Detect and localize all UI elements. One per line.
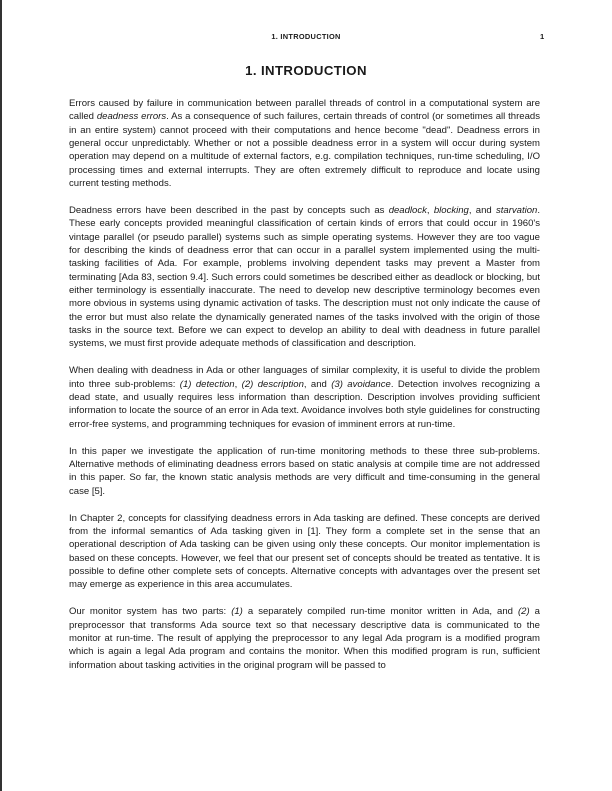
- term-detection: (1) detection: [179, 378, 235, 390]
- scan-edge-rule: [0, 0, 2, 791]
- paragraph-6: Our monitor system has two parts: (1) a separately compiled run-time monitor written in Ada, and (2) a preprocessor that transforms Ada source text so that necessary descriptive data is communicated to the monitor at run-time. The result of applying the preprocessor to any legal Ada program is a modified program which is again a legal Ada program and contains the monitor. When this modified program is run, sufficient information about tasking activities in the original program will be passed to: [69, 606, 540, 671]
- paragraph-2: Deadness errors have been described in the past by concepts such as deadlock, blocking, and starvation. These early concepts provided meaningful classification of certain kinds of errors that could occur in 1960's vintage parallel (or pseudo parallel) systems such as simple operating systems. However they are too vague for describing the kinds of deadness error that can occur in a parallel system implemented using the multi-tasking facilities of Ada. For example, problems involving dependent tasks may prevent a Master from terminating [Ada 83, section 9.4]. Such errors could sometimes be described either as deadlock or blocking, but either terminology is essentially inaccurate. The need to develop new descriptive terminology becomes even more obvious in systems using dynamic activation of tasks. The description must not only indicate the cause of the error but must also relate the dynamically generated names of the tasks involved with the origin of those tasks in the source text. Before we can expect to develop an ability to deal with deadness in future parallel systems, we must first provide adequate methods of classification and description.: [69, 205, 541, 350]
- paragraph-1: Errors caused by failure in communication between parallel threads of control in a computational system are called deadness errors. As a consequence of such failures, certain threads of control (or sometimes all threads in an entire system) cannot proceed with their computations and hence become "dead". Deadness errors in general occur unpredictably. Whether or not a possible deadness error in a system will occur during system operation may depend on a multitude of external factors, e.g. compilation techniques, run-time scheduling, I/O processing times and external interrupts. They are often extremely difficult to reproduce and locate using current testing methods.: [69, 98, 540, 190]
- enum-2: (2): [518, 606, 530, 618]
- term-avoidance: (3) avoidance: [331, 378, 391, 390]
- page-number: 1: [540, 32, 545, 41]
- term-description: (2) description: [241, 378, 304, 390]
- paragraph-4: In this paper we investigate the application of run-time monitoring methods to these three sub-problems. Alternative methods of eliminating deadness errors based on static analysis at compile time are not addressed in this paper. So far, the known static analysis methods are very difficult and time-consuming in the general case [5].: [69, 445, 540, 497]
- enum-1: (1): [231, 606, 243, 618]
- body-text: [69, 97, 540, 686]
- running-header: 1. INTRODUCTION: [271, 32, 341, 41]
- paragraph-3: When dealing with deadness in Ada or other languages of similar complexity, it is useful to divide the problem into three sub-problems: (1) detection, (2) description, and (3) avoidance. Detection involves recognizing a dead state, and usually requires less information than description. Description involves providing sufficient information to locate the source of an error in Ada text. Avoidance involves both style guidelines for constructing error-free systems, and programming techniques for evasion of imminent errors at run-time.: [69, 365, 540, 430]
- term-deadlock: deadlock: [388, 205, 427, 216]
- term-blocking: blocking: [433, 205, 469, 216]
- term-starvation: starvation: [495, 205, 538, 216]
- paragraph-5: In Chapter 2, concepts for classifying deadness errors in Ada tasking are defined. These concepts are derived from the informal semantics of Ada tasking given in [1]. They form a complete set in the sense that an operational description of Ada tasking can be given using only these concepts. Our monitor implementation is based on these concepts. However, we feel that our present set of concepts should be treated as tentative. It is possible to define other complete sets of concepts. Alternative concepts with advantages over the present set may emerge as experience in this area accumulates.: [69, 512, 540, 591]
- term-deadness-errors: deadness errors: [96, 111, 167, 123]
- section-title: 1. INTRODUCTION: [245, 63, 367, 78]
